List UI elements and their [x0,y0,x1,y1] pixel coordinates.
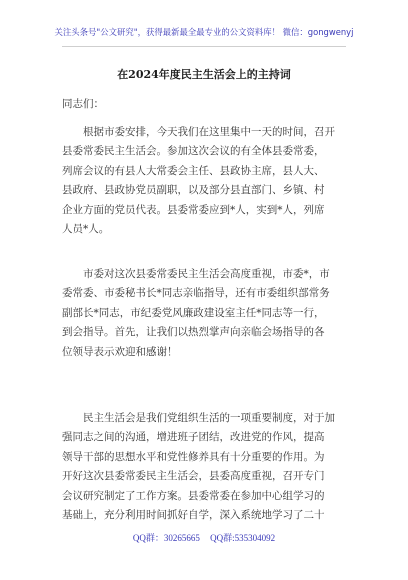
paragraph-line: 县政府、县政协党员副职，以及部分县直部门、乡镇、村 [62,184,325,197]
paragraph-line: 到会指导。首先，让我们以热烈掌声向亲临会场指导的各 [62,326,325,339]
paragraph-line: 民主生活会是我们党组织生活的一项重要制度，对于加 [83,412,335,424]
paragraph-line: 人员*人。 [62,222,110,235]
paragraph-1 [62,123,348,239]
paragraph-line: 位领导表示欢迎和感谢！ [62,345,178,358]
paragraph-line: 强同志之间的沟通，增进班子团结，改进党的作风，提高 [62,431,325,444]
paragraph-line: 企业方面的党员代表。县委常委应到*人，实到*人，列席 [62,203,325,216]
paragraph-line: 县委常委民主生活会。参加这次会议的有全体县委常委， [62,145,325,158]
paragraph-line: 会议研究制定了工作方案。县委常委在参加中心组学习的 [62,489,325,502]
paragraph-line: 领导干部的思想水平和党性修养具有十分重要的作用。为 [62,450,325,463]
paragraph-line: 委常委、市委秘书长*同志亲临指导，还有市委组织部常务 [62,287,330,300]
footer [0,531,408,544]
paragraph-2 [62,265,348,362]
salutation: 同志们： [62,98,104,110]
document-title: 在2024年度民主生活会上的主持词 [117,68,291,81]
paragraph-line: 列席会议的有县人大常委会主任、县政协主席，县人大、 [62,164,325,177]
paragraph-line: 基础上，充分利用时间抓好自学，深入系统地学习了二十 [62,508,325,521]
footer-qq-group-2: QQ群:535304092 [210,533,276,543]
paragraph-line: 副部长*同志，市纪委党风廉政建设室主任*同志等一行， [62,306,325,319]
header-banner: 关注头条号"公文研究"，获得最新最全最专业的公文资料库！ 微信：gongwenyj [54,27,354,37]
paragraph-line: 开好这次县委常委民主生活会，县委高度重视，召开专门 [62,470,325,483]
paragraph-line: 市委对这次县委常委民主生活会高度重视，市委*，市 [83,268,330,280]
header-divider [62,46,346,47]
paragraph-3 [62,409,348,525]
footer-qq-group-1: QQ群：30265665 [132,533,200,543]
paragraph-line: 根据市委安排，今天我们在这里集中一天的时间，召开 [83,126,335,138]
